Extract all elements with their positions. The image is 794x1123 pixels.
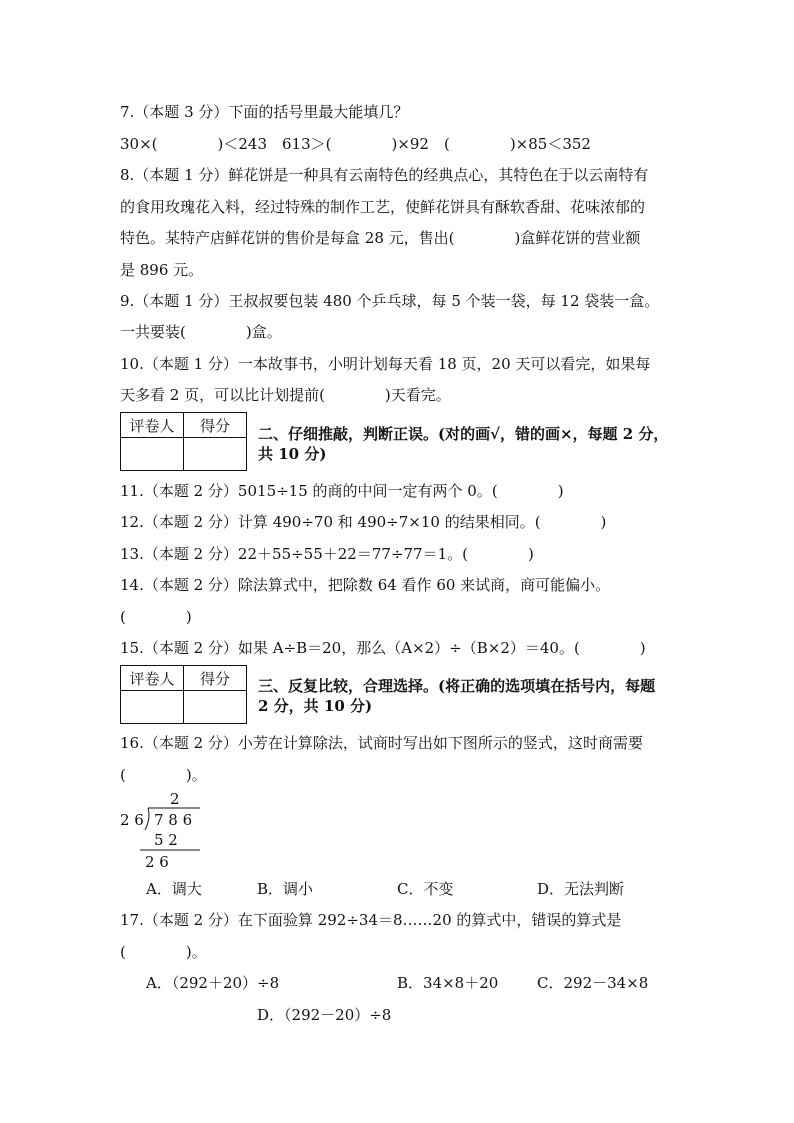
q8-line4: 是 896 元。 (120, 261, 204, 279)
division-remainder: 2 6 (145, 853, 169, 871)
section3-title-line1: 三、反复比较，合理选择。(将正确的选项填在括号内，每题 (258, 677, 656, 695)
q16-option-a: A．调大 (146, 880, 202, 898)
q17-option-a: A．（292＋20）÷8 (146, 974, 280, 992)
reviewer-cell (121, 438, 184, 471)
q13-line: 13.（本题 2 分）22＋55÷55＋22＝77÷77＝1。( ) (120, 545, 534, 563)
score-label: 得分 (184, 413, 247, 438)
score-label: 得分 (184, 666, 247, 691)
section2-title-line2: 共 10 分) (258, 445, 327, 463)
q17-option-c: C．292－34×8 (537, 974, 649, 992)
score-table-1 (120, 412, 247, 471)
q7-line1: 7.（本题 3 分）下面的括号里最大能填几？ (120, 103, 409, 121)
q10-line1: 10.（本题 1 分）一本故事书，小明计划每天看 18 页，20 天可以看完，如果每 (120, 355, 651, 373)
q10-line2: 天多看 2 页，可以比计划提前( )天看完。 (120, 386, 451, 404)
q14-line2: ( ) (120, 608, 192, 626)
division-quotient: 2 (170, 790, 180, 808)
q9-line2: 一共要装( )盒。 (120, 323, 282, 341)
division-dividend: 7 8 6 (154, 811, 193, 829)
score-cell (184, 438, 247, 471)
score-table-2 (120, 665, 247, 724)
q16-line2: ( )。 (120, 766, 207, 784)
reviewer-cell (121, 691, 184, 724)
q11-line: 11.（本题 2 分）5015÷15 的商的中间一定有两个 0。( ) (120, 482, 564, 500)
q16-line1: 16.（本题 2 分）小芳在计算除法，试商时写出如下图所示的竖式，这时商需要 (120, 734, 643, 752)
q15-line: 15.（本题 2 分）如果 A÷B＝20，那么（A×2）÷（B×2）＝40。( ) (120, 639, 646, 657)
q8-line3: 特色。某特产店鲜花饼的售价是每盒 28 元，售出( )盒鲜花饼的营业额 (120, 229, 641, 247)
reviewer-label: 评卷人 (121, 413, 184, 438)
q16-option-b: B．调小 (257, 880, 314, 898)
q16-option-d: D．无法判断 (537, 880, 625, 898)
score-cell (184, 691, 247, 724)
section2-title-line1: 二、仔细推敲，判断正误。(对的画√，错的画×，每题 2 分， (258, 425, 669, 443)
q17-option-d: D．（292－20）÷8 (257, 1006, 392, 1024)
q14-line1: 14.（本题 2 分）除法算式中，把除数 64 看作 60 来试商，商可能偏小。 (120, 576, 611, 594)
section3-title-line2: 2 分，共 10 分) (258, 697, 373, 715)
reviewer-label: 评卷人 (121, 666, 184, 691)
division-product: 5 2 (154, 831, 178, 849)
q7-line2: 30×( )＜243 613＞( )×92 ( )×85＜352 (120, 135, 591, 153)
q17-option-b: B．34×8＋20 (397, 974, 499, 992)
division-divisor: 2 6 (120, 811, 144, 829)
q9-line1: 9.（本题 1 分）王叔叔要包装 480 个乒乓球，每 5 个装一袋，每 12 袋装一盒。 (120, 292, 660, 310)
q12-line: 12.（本题 2 分）计算 490÷70 和 490÷7×10 的结果相同。( ) (120, 513, 607, 531)
q17-line2: ( )。 (120, 943, 207, 961)
q16-option-c: C．不变 (397, 880, 454, 898)
q8-line1: 8.（本题 1 分）鲜花饼是一种具有云南特色的经典点心，其特色在于以云南特有 (120, 166, 649, 184)
q8-line2: 的食用玫瑰花入料，经过特殊的制作工艺，使鲜花饼具有酥软香甜、花味浓郁的 (120, 198, 646, 216)
q17-line1: 17.（本题 2 分）在下面验算 292÷34＝8……20 的算式中，错误的算式是 (120, 911, 622, 929)
long-division-figure (118, 790, 208, 870)
